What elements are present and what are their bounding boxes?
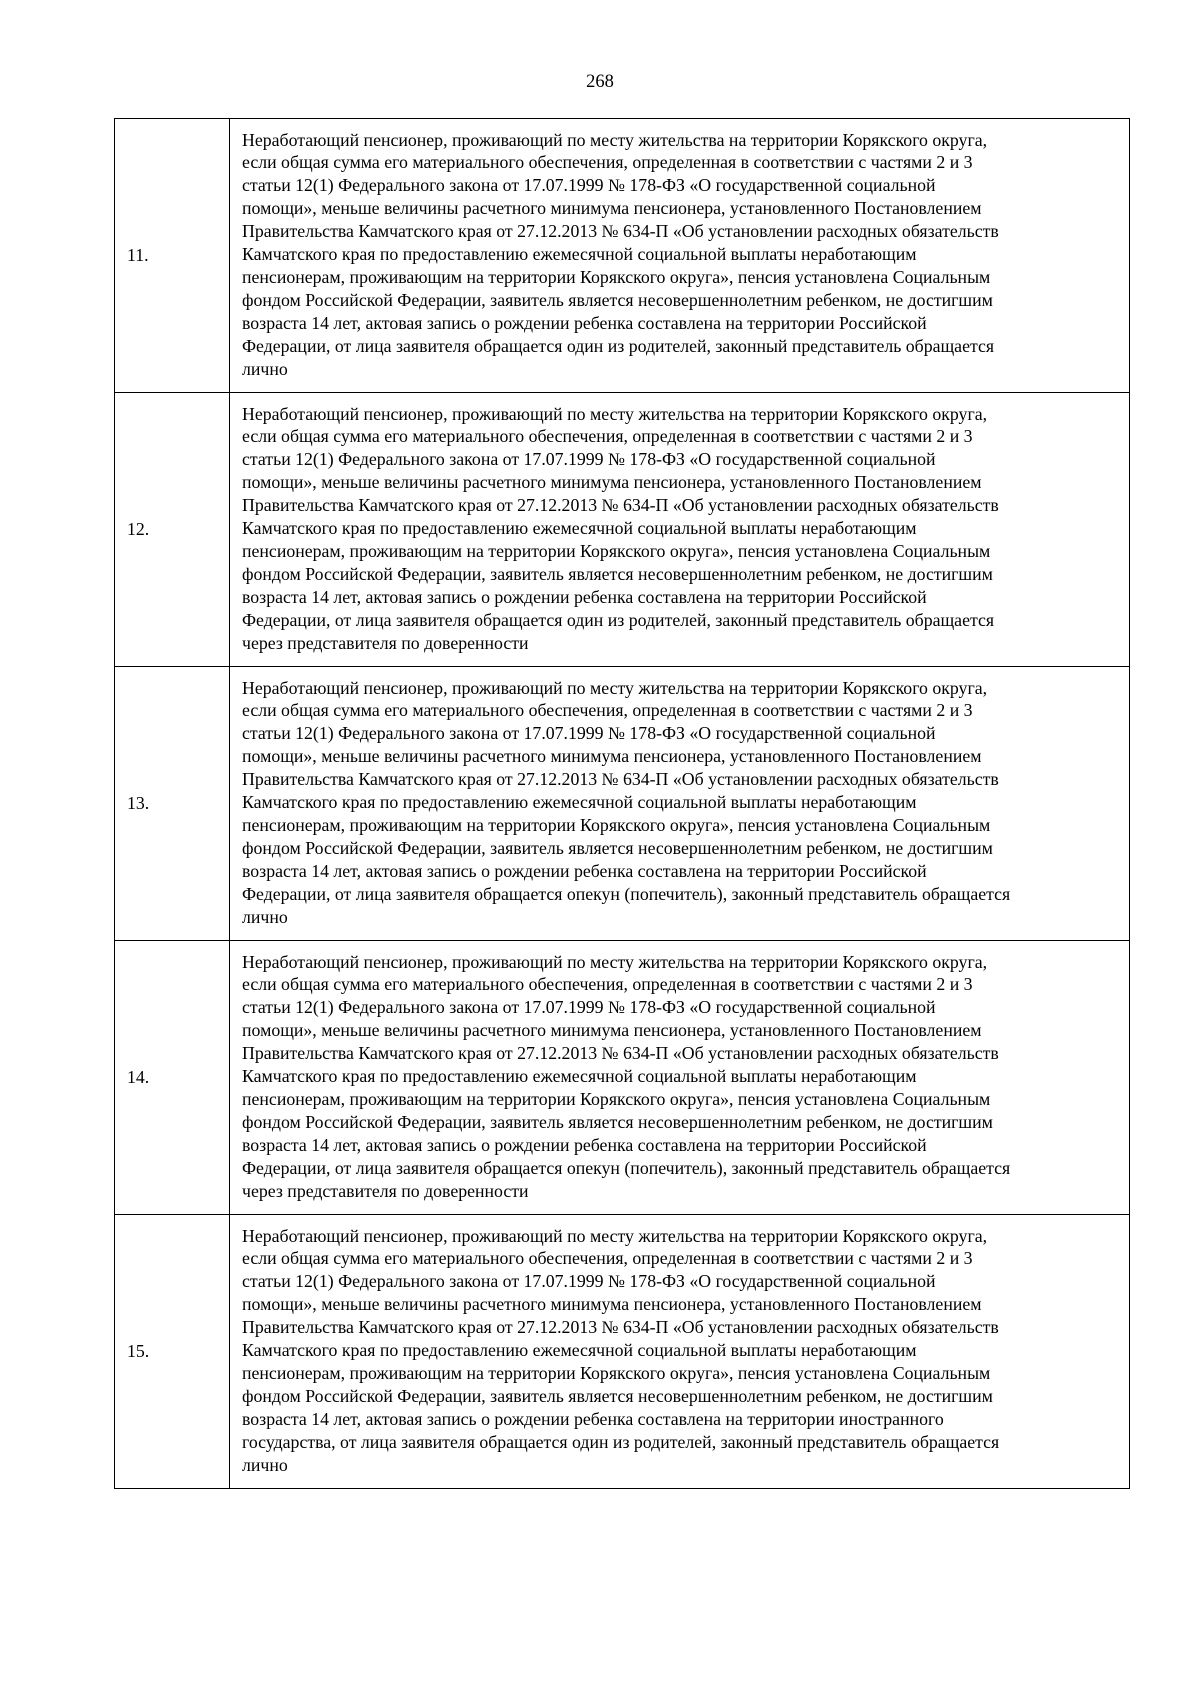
- text-line: лично: [242, 358, 288, 379]
- text-line: статьи 12(1) Федерального закона от 17.07.1999 № 178-ФЗ «О государственной социальной: [242, 723, 936, 744]
- text-line: статьи 12(1) Федерального закона от 17.07.1999 № 178-ФЗ «О государственной социальной: [242, 449, 936, 470]
- text-line: Неработающий пенсионер, проживающий по месту жительства на территории Корякского округа,: [242, 951, 988, 972]
- text-line: лично: [242, 906, 288, 927]
- text-line: Федерации, от лица заявителя обращается один из родителей, законный представитель обращается: [242, 335, 995, 356]
- row-description: [230, 667, 1130, 941]
- page-number: 268: [586, 72, 614, 92]
- row-description: [230, 119, 1130, 393]
- text-line: статьи 12(1) Федерального закона от 17.07.1999 № 178-ФЗ «О государственной социальной: [242, 997, 936, 1018]
- row-description: [230, 941, 1130, 1215]
- text-line: через представителя по доверенности: [242, 1180, 529, 1201]
- table-row: [115, 667, 1130, 941]
- text-line: фондом Российской Федерации, заявитель является несовершеннолетним ребенком, не достигшим: [242, 563, 993, 584]
- text-line: Неработающий пенсионер, проживающий по месту жительства на территории Корякского округа,: [242, 1225, 988, 1246]
- cases-table-body: [115, 119, 1130, 1489]
- text-line: пенсионерам, проживающим на территории Корякского округа», пенсия установлена Социальным: [242, 540, 991, 561]
- text-line: Правительства Камчатского края от 27.12.2013 № 634-П «Об установлении расходных обязательств: [242, 769, 999, 790]
- text-line: Правительства Камчатского края от 27.12.2013 № 634-П «Об установлении расходных обязательств: [242, 495, 999, 516]
- row-number: 12.: [115, 393, 230, 667]
- text-line: статьи 12(1) Федерального закона от 17.07.1999 № 178-ФЗ «О государственной социальной: [242, 175, 936, 196]
- table-row: [115, 941, 1130, 1215]
- row-description: [230, 1215, 1130, 1489]
- text-line: фондом Российской Федерации, заявитель является несовершеннолетним ребенком, не достигшим: [242, 1111, 993, 1132]
- text-line: помощи», меньше величины расчетного минимума пенсионера, установленного Постановлением: [242, 472, 982, 493]
- text-line: Неработающий пенсионер, проживающий по месту жительства на территории Корякского округа,: [242, 677, 988, 698]
- text-line: если общая сумма его материального обеспечения, определенная в соответствии с частями 2 и 3: [242, 974, 973, 995]
- text-line: пенсионерам, проживающим на территории Корякского округа», пенсия установлена Социальным: [242, 814, 991, 835]
- text-line: через представителя по доверенности: [242, 632, 529, 653]
- row-number: 13.: [115, 667, 230, 941]
- text-line: Федерации, от лица заявителя обращается опекун (попечитель), законный представитель обращается: [242, 1157, 1011, 1178]
- text-line: фондом Российской Федерации, заявитель является несовершеннолетним ребенком, не достигшим: [242, 837, 993, 858]
- text-line: Правительства Камчатского края от 27.12.2013 № 634-П «Об установлении расходных обязательств: [242, 1317, 999, 1338]
- text-line: помощи», меньше величины расчетного минимума пенсионера, установленного Постановлением: [242, 1294, 982, 1315]
- row-description: [230, 393, 1130, 667]
- text-line: возраста 14 лет, актовая запись о рождении ребенка составлена на территории Российской: [242, 312, 927, 333]
- text-line: Камчатского края по предоставлению ежемесячной социальной выплаты неработающим: [242, 244, 917, 265]
- text-line: Федерации, от лица заявителя обращается опекун (попечитель), законный представитель обращается: [242, 883, 1011, 904]
- text-line: статьи 12(1) Федерального закона от 17.07.1999 № 178-ФЗ «О государственной социальной: [242, 1271, 936, 1292]
- text-line: пенсионерам, проживающим на территории Корякского округа», пенсия установлена Социальным: [242, 1362, 991, 1383]
- text-line: если общая сумма его материального обеспечения, определенная в соответствии с частями 2 и 3: [242, 700, 973, 721]
- text-line: лично: [242, 1454, 288, 1475]
- row-number: 15.: [115, 1215, 230, 1489]
- text-line: Неработающий пенсионер, проживающий по месту жительства на территории Корякского округа,: [242, 129, 988, 150]
- text-line: помощи», меньше величины расчетного минимума пенсионера, установленного Постановлением: [242, 746, 982, 767]
- text-line: если общая сумма его материального обеспечения, определенная в соответствии с частями 2 и 3: [242, 1248, 973, 1269]
- text-line: Камчатского края по предоставлению ежемесячной социальной выплаты неработающим: [242, 1340, 917, 1361]
- text-line: если общая сумма его материального обеспечения, определенная в соответствии с частями 2 и 3: [242, 152, 973, 173]
- row-number: 14.: [115, 941, 230, 1215]
- text-line: помощи», меньше величины расчетного минимума пенсионера, установленного Постановлением: [242, 198, 982, 219]
- text-line: возраста 14 лет, актовая запись о рождении ребенка составлена на территории иностранного: [242, 1408, 944, 1429]
- table-row: [115, 1215, 1130, 1489]
- text-line: пенсионерам, проживающим на территории Корякского округа», пенсия установлена Социальным: [242, 266, 991, 287]
- text-line: возраста 14 лет, актовая запись о рождении ребенка составлена на территории Российской: [242, 860, 927, 881]
- text-line: фондом Российской Федерации, заявитель является несовершеннолетним ребенком, не достигшим: [242, 289, 993, 310]
- row-number: 11.: [115, 119, 230, 393]
- text-line: Правительства Камчатского края от 27.12.2013 № 634-П «Об установлении расходных обязательств: [242, 1043, 999, 1064]
- text-line: помощи», меньше величины расчетного минимума пенсионера, установленного Постановлением: [242, 1020, 982, 1041]
- text-line: Правительства Камчатского края от 27.12.2013 № 634-П «Об установлении расходных обязательств: [242, 221, 999, 242]
- text-line: пенсионерам, проживающим на территории Корякского округа», пенсия установлена Социальным: [242, 1088, 991, 1109]
- table-row: [115, 119, 1130, 393]
- cases-table: [114, 118, 1130, 1489]
- text-line: возраста 14 лет, актовая запись о рождении ребенка составлена на территории Российской: [242, 1134, 927, 1155]
- text-line: возраста 14 лет, актовая запись о рождении ребенка составлена на территории Российской: [242, 586, 927, 607]
- text-line: Камчатского края по предоставлению ежемесячной социальной выплаты неработающим: [242, 792, 917, 813]
- text-line: Неработающий пенсионер, проживающий по месту жительства на территории Корякского округа,: [242, 403, 988, 424]
- text-line: Камчатского края по предоставлению ежемесячной социальной выплаты неработающим: [242, 518, 917, 539]
- text-line: государства, от лица заявителя обращается один из родителей, законный представитель обращается: [242, 1431, 1000, 1452]
- text-line: если общая сумма его материального обеспечения, определенная в соответствии с частями 2 и 3: [242, 426, 973, 447]
- table-row: [115, 393, 1130, 667]
- text-line: Камчатского края по предоставлению ежемесячной социальной выплаты неработающим: [242, 1066, 917, 1087]
- text-line: Федерации, от лица заявителя обращается один из родителей, законный представитель обращается: [242, 609, 995, 630]
- text-line: фондом Российской Федерации, заявитель является несовершеннолетним ребенком, не достигшим: [242, 1385, 993, 1406]
